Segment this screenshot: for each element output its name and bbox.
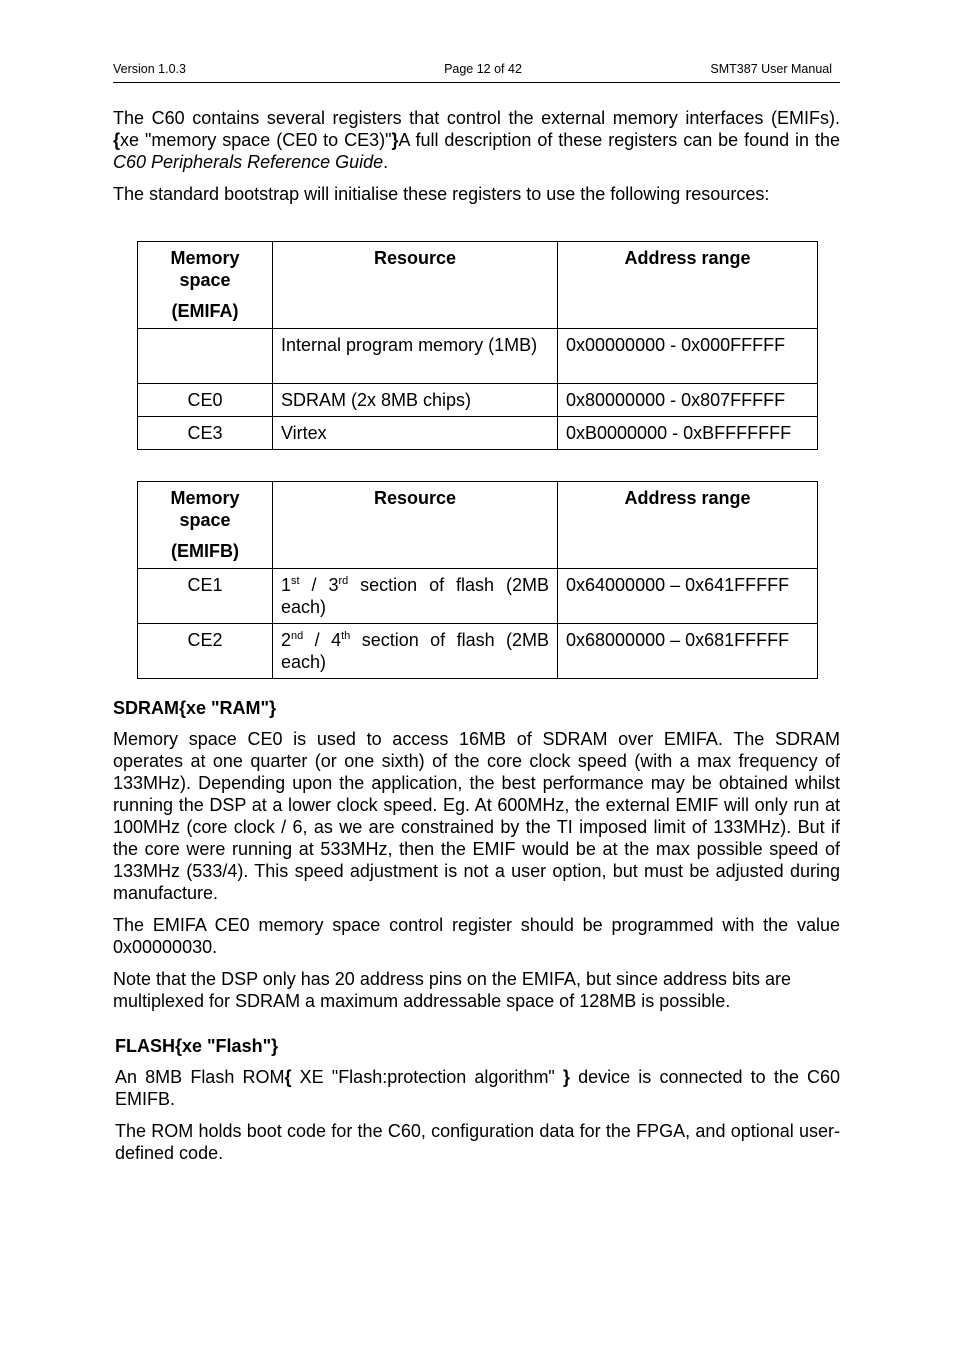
header-line: (EMIFA) [171, 301, 239, 321]
intro-paragraph [113, 107, 840, 173]
intro-period: . [383, 152, 389, 172]
page-body [113, 107, 840, 1174]
field-brace-close: } [562, 1067, 570, 1087]
cell-space: CE0 [138, 384, 273, 417]
cell-resource [273, 569, 558, 624]
ordinal-number: 1 [281, 575, 292, 595]
flash-text-a: An 8MB Flash ROM [115, 1067, 285, 1087]
cell-space: CE1 [138, 569, 273, 624]
sdram-paragraph-1: Memory space CE0 is used to access 16MB of SDRAM over EMIFA. The SDRAM operates at one quarter (or one sixth) of the core clock speed (with a max frequency of 133MHz). Depending upon the application, the best performance may be obtained whilst running the DSP at a lower clock speed. Eg. At 600MHz, the external EMIF will only run at 100MHz (core clock / 6, as we are constrained by the TI imposed limit of 133MHz). But if the core were running at 533MHz, then the EMIF would be at the max possible speed of 133MHz (533/4). This speed adjustment is not a user option, but must be adjusted during manufacture. [113, 729, 840, 903]
header-address-range: Address range [558, 242, 818, 329]
index-field-text: XE "Flash:protection algorithm" [291, 1067, 563, 1087]
emifa-table [137, 241, 818, 450]
flash-paragraph-1 [115, 1066, 840, 1110]
field-brace-close: } [391, 130, 399, 150]
resource-text: section of flash (2MB each) [281, 575, 549, 617]
separator: / [299, 575, 329, 595]
table-row [138, 569, 818, 624]
header-line: space [179, 510, 231, 530]
flash-heading: FLASH{xe "Flash"} [115, 1036, 279, 1056]
cell-resource [273, 624, 558, 679]
sdram-heading: SDRAM{xe "RAM"} [113, 698, 277, 718]
emifb-table [137, 481, 818, 679]
flash-paragraph-2: The ROM holds boot code for the C60, configuration data for the FPGA, and optional user-defined code. [115, 1121, 840, 1163]
cell-resource: SDRAM (2x 8MB chips) [273, 384, 558, 417]
ordinal-number: 3 [328, 575, 339, 595]
intro-text-b: A full description of these registers can be found in the [398, 130, 840, 150]
version-label: Version 1.0.3 [113, 62, 186, 76]
table-row [138, 329, 818, 384]
document-title: SMT387 User Manual [710, 62, 832, 76]
ordinal-number: 4 [331, 630, 342, 650]
page-header [113, 62, 840, 83]
header-line: Memory [170, 488, 240, 508]
sdram-paragraph-3: Note that the DSP only has 20 address pins on the EMIFA, but since address bits are multiplexed for SDRAM a maximum addressable space of 128MB is possible. [113, 969, 792, 1011]
table-row [138, 624, 818, 679]
cell-range: 0x00000000 - 0x000FFFFF [558, 329, 818, 384]
cell-range: 0x80000000 - 0x807FFFFF [558, 384, 818, 417]
ordinal-suffix: st [291, 575, 300, 587]
cell-range: 0x64000000 – 0x641FFFFF [558, 569, 818, 624]
cell-space [138, 329, 273, 384]
table-row [138, 384, 818, 417]
field-brace-open: { [284, 1067, 292, 1087]
ordinal-suffix: nd [291, 630, 304, 642]
cell-space: CE2 [138, 624, 273, 679]
header-line: space [179, 270, 231, 290]
intro-text-a: The C60 contains several registers that control the external memory interfaces (EMIFs). [113, 108, 840, 128]
header-address-range: Address range [558, 482, 818, 569]
header-line: Memory [170, 248, 240, 268]
header-line: (EMIFB) [171, 541, 239, 561]
cell-range: 0xB0000000 - 0xBFFFFFFF [558, 417, 818, 450]
separator: / [303, 630, 332, 650]
header-resource: Resource [273, 482, 558, 569]
resource-text: section of flash (2MB each) [281, 630, 549, 672]
table-header-row [138, 482, 818, 569]
header-memory-space [138, 242, 273, 329]
ordinal-suffix: rd [338, 575, 349, 587]
header-memory-space [138, 482, 273, 569]
page-number: Page 12 of 42 [444, 62, 522, 76]
reference-guide-title: C60 Peripherals Reference Guide [113, 152, 384, 172]
flash-text-b: device is connected to the C60 EMIFB. [115, 1067, 841, 1109]
bootstrap-paragraph: The standard bootstrap will initialise these registers to use the following resources: [113, 184, 770, 204]
cell-resource: Virtex [273, 417, 558, 450]
field-brace-open: { [113, 130, 121, 150]
table-header-row [138, 242, 818, 329]
index-field-text: xe "memory space (CE0 to CE3)" [120, 130, 392, 150]
ordinal-number: 2 [281, 630, 292, 650]
ordinal-suffix: th [341, 630, 351, 642]
header-resource: Resource [273, 242, 558, 329]
table-row [138, 417, 818, 450]
sdram-paragraph-2: The EMIFA CE0 memory space control register should be programmed with the value 0x00000030. [113, 915, 840, 957]
cell-space: CE3 [138, 417, 273, 450]
cell-resource: Internal program memory (1MB) [273, 329, 558, 384]
cell-range: 0x68000000 – 0x681FFFFF [558, 624, 818, 679]
